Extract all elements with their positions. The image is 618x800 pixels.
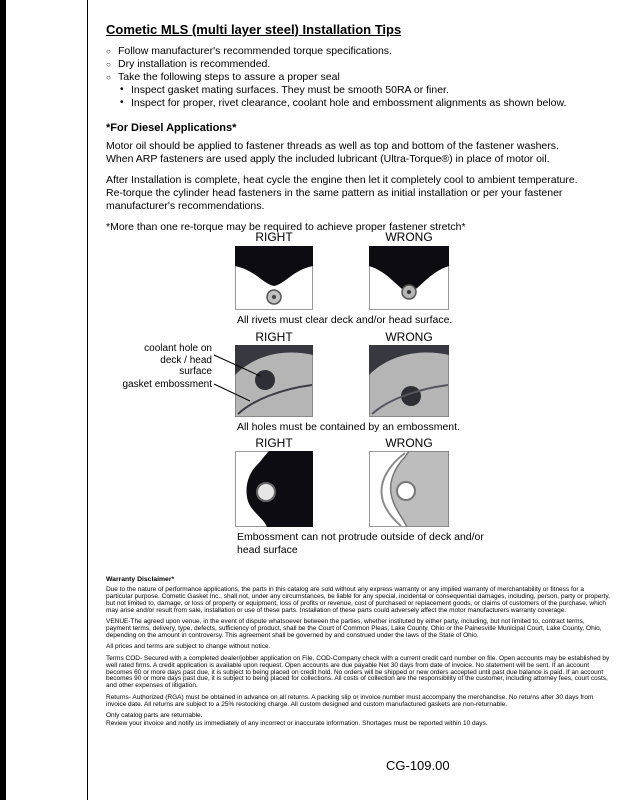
warranty-section (106, 576, 610, 732)
circle-bullet-icon: ○ (106, 60, 111, 69)
diagram-caption-embossment: Embossment can not protrude outside of deck and/or head surface (237, 531, 484, 556)
sub-bullet-text: Inspect for proper, rivet clearance, coolant hole and embossment alignments as shown below. (131, 96, 567, 109)
bullet-text: Follow manufacturer's recommended torque specifications. (118, 45, 392, 57)
coolant-hole-callout: coolant hole on deck / head surface (144, 343, 212, 377)
bullet-text: Dry installation is recommended. (118, 58, 271, 70)
embossment-diagram-right (235, 451, 313, 527)
bullet-item (106, 58, 598, 71)
bullet-item (106, 71, 598, 84)
wrong-label-row3: WRONG (385, 436, 433, 450)
warranty-paragraph: Terms COD- Secured with a completed dealer/jobber application on File, COD-Company check with a current credit card number on file. Open accounts may be established by well rated firms. A credit application is available upon request. Open accounts are due payable Net 30 days from date of invoice. No statement will be sent. If an account becomes 60 or more days past due, it is subject to being placed on credit hold. No orders will be shipped or new orders accepted until past due balance is paid. If an account becomes 90 or more days past due, it is subject to being placed for collections. All costs of collection are the responsibility of the customer, including attorney fees, court costs, and other expenses of litigation. (106, 654, 610, 690)
sub-bullet-item (120, 84, 598, 97)
retorque-note: *More than one re-torque may be required to achieve proper fastener stretch* (106, 221, 466, 233)
right-label-row2: RIGHT (255, 330, 293, 344)
warranty-paragraph: All prices and terms are subject to change without notice. (106, 643, 271, 651)
bullet-item (106, 45, 598, 58)
dot-bullet-icon: • (120, 84, 124, 95)
rivet-diagram-wrong (369, 246, 449, 310)
embossment-diagram-wrong (369, 451, 449, 527)
diesel-applications-heading: *For Diesel Applications* (106, 122, 237, 134)
page-title: Cometic MLS (multi layer steel) Installation Tips (106, 22, 402, 37)
bullet-text: Take the following steps to assure a proper seal (118, 71, 340, 83)
rivet-diagram-right (235, 246, 313, 310)
wrong-label-row2: WRONG (385, 330, 433, 344)
sub-bullet-text: Inspect gasket mating surfaces. They must be smooth 50RA or finer. (131, 84, 449, 96)
diagram-caption-rivets: All rivets must clear deck and/or head surface. (237, 314, 453, 326)
warranty-paragraph: VENUE-The agreed upon venue, in the event of dispute whatsoever between the parties, whether instituted by either party, including, but not limited to, contract terms, payment terms, delivery, type, defects, sufficiency of product, shall be the Court of Common Pleas, Lake County, Ohio or the Painesville Municipal Court, Lake County, Ohio, depending on the amount in controversy. This agreement shall be governed by and construed under the laws of the State of Ohio. (106, 618, 602, 639)
main-content (106, 22, 598, 234)
circle-bullet-icon: ○ (106, 73, 111, 82)
diagram-caption-holes: All holes must be contained by an embossment. (237, 421, 460, 433)
margin-rule (87, 0, 88, 800)
diesel-paragraph-2: After Installation is complete, heat cycle the engine then let it completely cool to ambient temperature. Re-torque the cylinder head fasteners in the same pattern as initial installation or per your fastener manufacturer's recommendations. (106, 174, 578, 212)
right-label-row3: RIGHT (255, 436, 293, 450)
dot-bullet-icon: • (120, 96, 124, 108)
warranty-heading: Warranty Disclaimer* (106, 576, 175, 583)
circle-bullet-icon: ○ (106, 47, 111, 56)
right-label-row1: RIGHT (255, 230, 293, 244)
wrong-label-row1: WRONG (385, 230, 433, 244)
page-edge-bar (0, 0, 6, 800)
warranty-paragraph: Only catalog parts are returnable. (106, 712, 203, 720)
warranty-paragraph: Review your invoice and notify us immediately of any incorrect or inaccurate information. Shortages must be reported within 10 days. (106, 720, 488, 727)
sub-bullet-item (120, 97, 598, 110)
diesel-paragraph-1: Motor oil should be applied to fastener threads as well as top and bottom of the fastener washers. When ARP fasteners are used apply the included lubricant (Ultra-Torque®) in place of motor oil. (106, 140, 559, 165)
document-number: CG-109.00 (386, 758, 450, 773)
coolant-hole-diagram-right (235, 345, 313, 417)
warranty-paragraph: Due to the nature of performance applications, the parts in this catalog are sold without any express warranty or any implied warranty of merchantability or fitness for a particular purpose. Cometic Gasket Inc., shall not, under any circumstances, be liable for any special, incidental or consequential damages, including, person, party or property, but not limited to, damage, or loss of property or equipment, loss of profits or revenue, cost of purchased or replacement goods, or claims of customers of the purchase, which may arise and/or result from sale, installation or use of these parts. Installation of these parts could adversely affect the motor manufacturers warranty coverage. (106, 586, 610, 614)
gasket-embossment-callout: gasket embossment (122, 379, 212, 390)
coolant-hole-diagram-wrong (369, 345, 449, 417)
warranty-paragraph: Returns- Authorized (RGA) must be obtained in advance on all returns. A packing slip or invoice number must accompany the merchandise. No returns after 30 days from invoice date. All returns are subject to a 25% restocking charge. All custom designed and custom manufactured gaskets are non-returnable. (106, 693, 594, 708)
